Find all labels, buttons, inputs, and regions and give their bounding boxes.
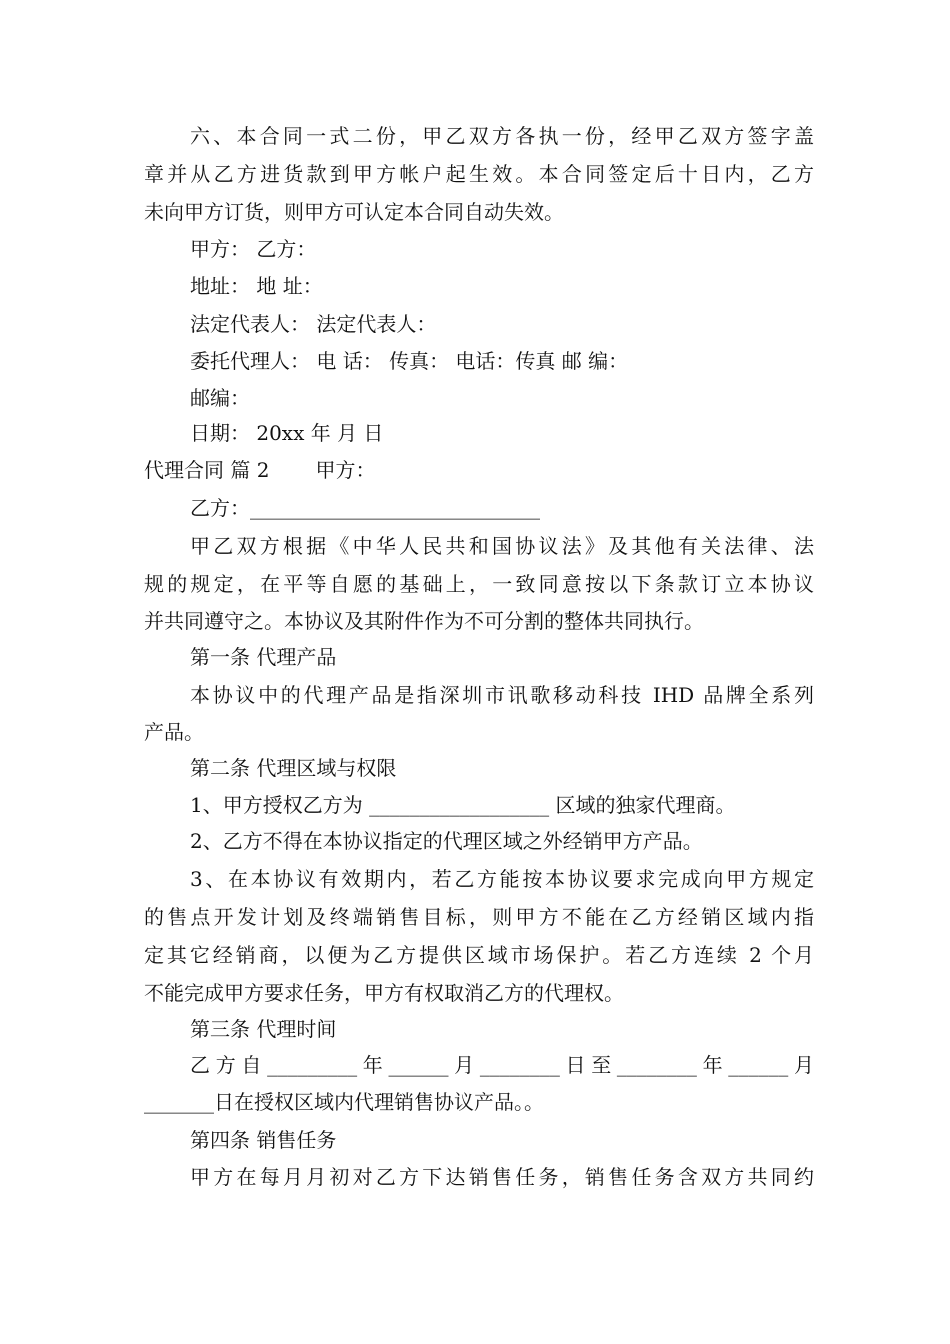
- article-heading: 第二条 代理区域与权限: [190, 756, 397, 780]
- paragraph-line: 甲乙双方根据《中华人民共和国协议法》及其他有关法律、法: [190, 534, 814, 558]
- paragraph-line: 章并从乙方进货款到甲方帐户起生效。本合同签定后十日内，乙方: [144, 162, 814, 186]
- paragraph-line: 未向甲方订货，则甲方可认定本合同自动失效。: [144, 200, 564, 224]
- clause-line: 3、在本协议有效期内，若乙方能按本协议要求完成向甲方规定: [190, 867, 814, 891]
- signature-party-line: 甲方： 乙方：: [190, 237, 317, 261]
- clause-line: 1、甲方授权乙方为 __________________ 区域的独家代理商。: [190, 793, 736, 817]
- paragraph-line: 乙方自_________年______月________日至________年______月: [190, 1053, 814, 1077]
- paragraph-line: _______日在授权区域内代理销售协议产品。。: [144, 1090, 544, 1114]
- contract-title: 代理合同 篇 2: [144, 458, 270, 482]
- party-b-line: 乙方：_____________________________: [190, 496, 540, 520]
- section-heading: [144, 455, 814, 485]
- clause-line: 2、乙方不得在本协议指定的代理区域之外经销甲方产品。: [190, 829, 703, 853]
- signature-representative-line: 法定代表人： 法定代表人：: [190, 312, 437, 336]
- paragraph-line: 并共同遵守之。本协议及其附件作为不可分割的整体共同执行。: [144, 609, 704, 633]
- signature-date-line: 日期： 20xx 年 月 日: [190, 421, 384, 445]
- party-a-label: 甲方：: [315, 458, 376, 482]
- paragraph-line: 定其它经销商，以便为乙方提供区域市场保护。若乙方连续 2 个月: [144, 943, 814, 967]
- signature-agent-line: 委托代理人： 电 话： 传真： 电话：传真 邮 编：: [190, 349, 629, 373]
- article-heading: 第一条 代理产品: [190, 645, 337, 669]
- paragraph-line: 甲方在每月月初对乙方下达销售任务，销售任务含双方共同约: [190, 1165, 814, 1189]
- paragraph-line: 六、本合同一式二份，甲乙双方各执一份，经甲乙双方签字盖: [190, 124, 814, 148]
- paragraph-line: 规的规定，在平等自愿的基础上，一致同意按以下条款订立本协议: [144, 572, 814, 596]
- signature-address-line: 地址： 地 址：: [190, 274, 323, 298]
- paragraph-line: 不能完成甲方要求任务，甲方有权取消乙方的代理权。: [144, 981, 624, 1005]
- paragraph-line: 的售点开发计划及终端销售目标，则甲方不能在乙方经销区域内指: [144, 905, 814, 929]
- signature-postcode-line: 邮编：: [190, 386, 250, 410]
- paragraph-line: 本协议中的代理产品是指深圳市讯歌移动科技 IHD 品牌全系列: [190, 683, 814, 707]
- article-heading: 第四条 销售任务: [190, 1128, 337, 1152]
- article-heading: 第三条 代理时间: [190, 1017, 337, 1041]
- paragraph-line: 产品。: [144, 720, 204, 744]
